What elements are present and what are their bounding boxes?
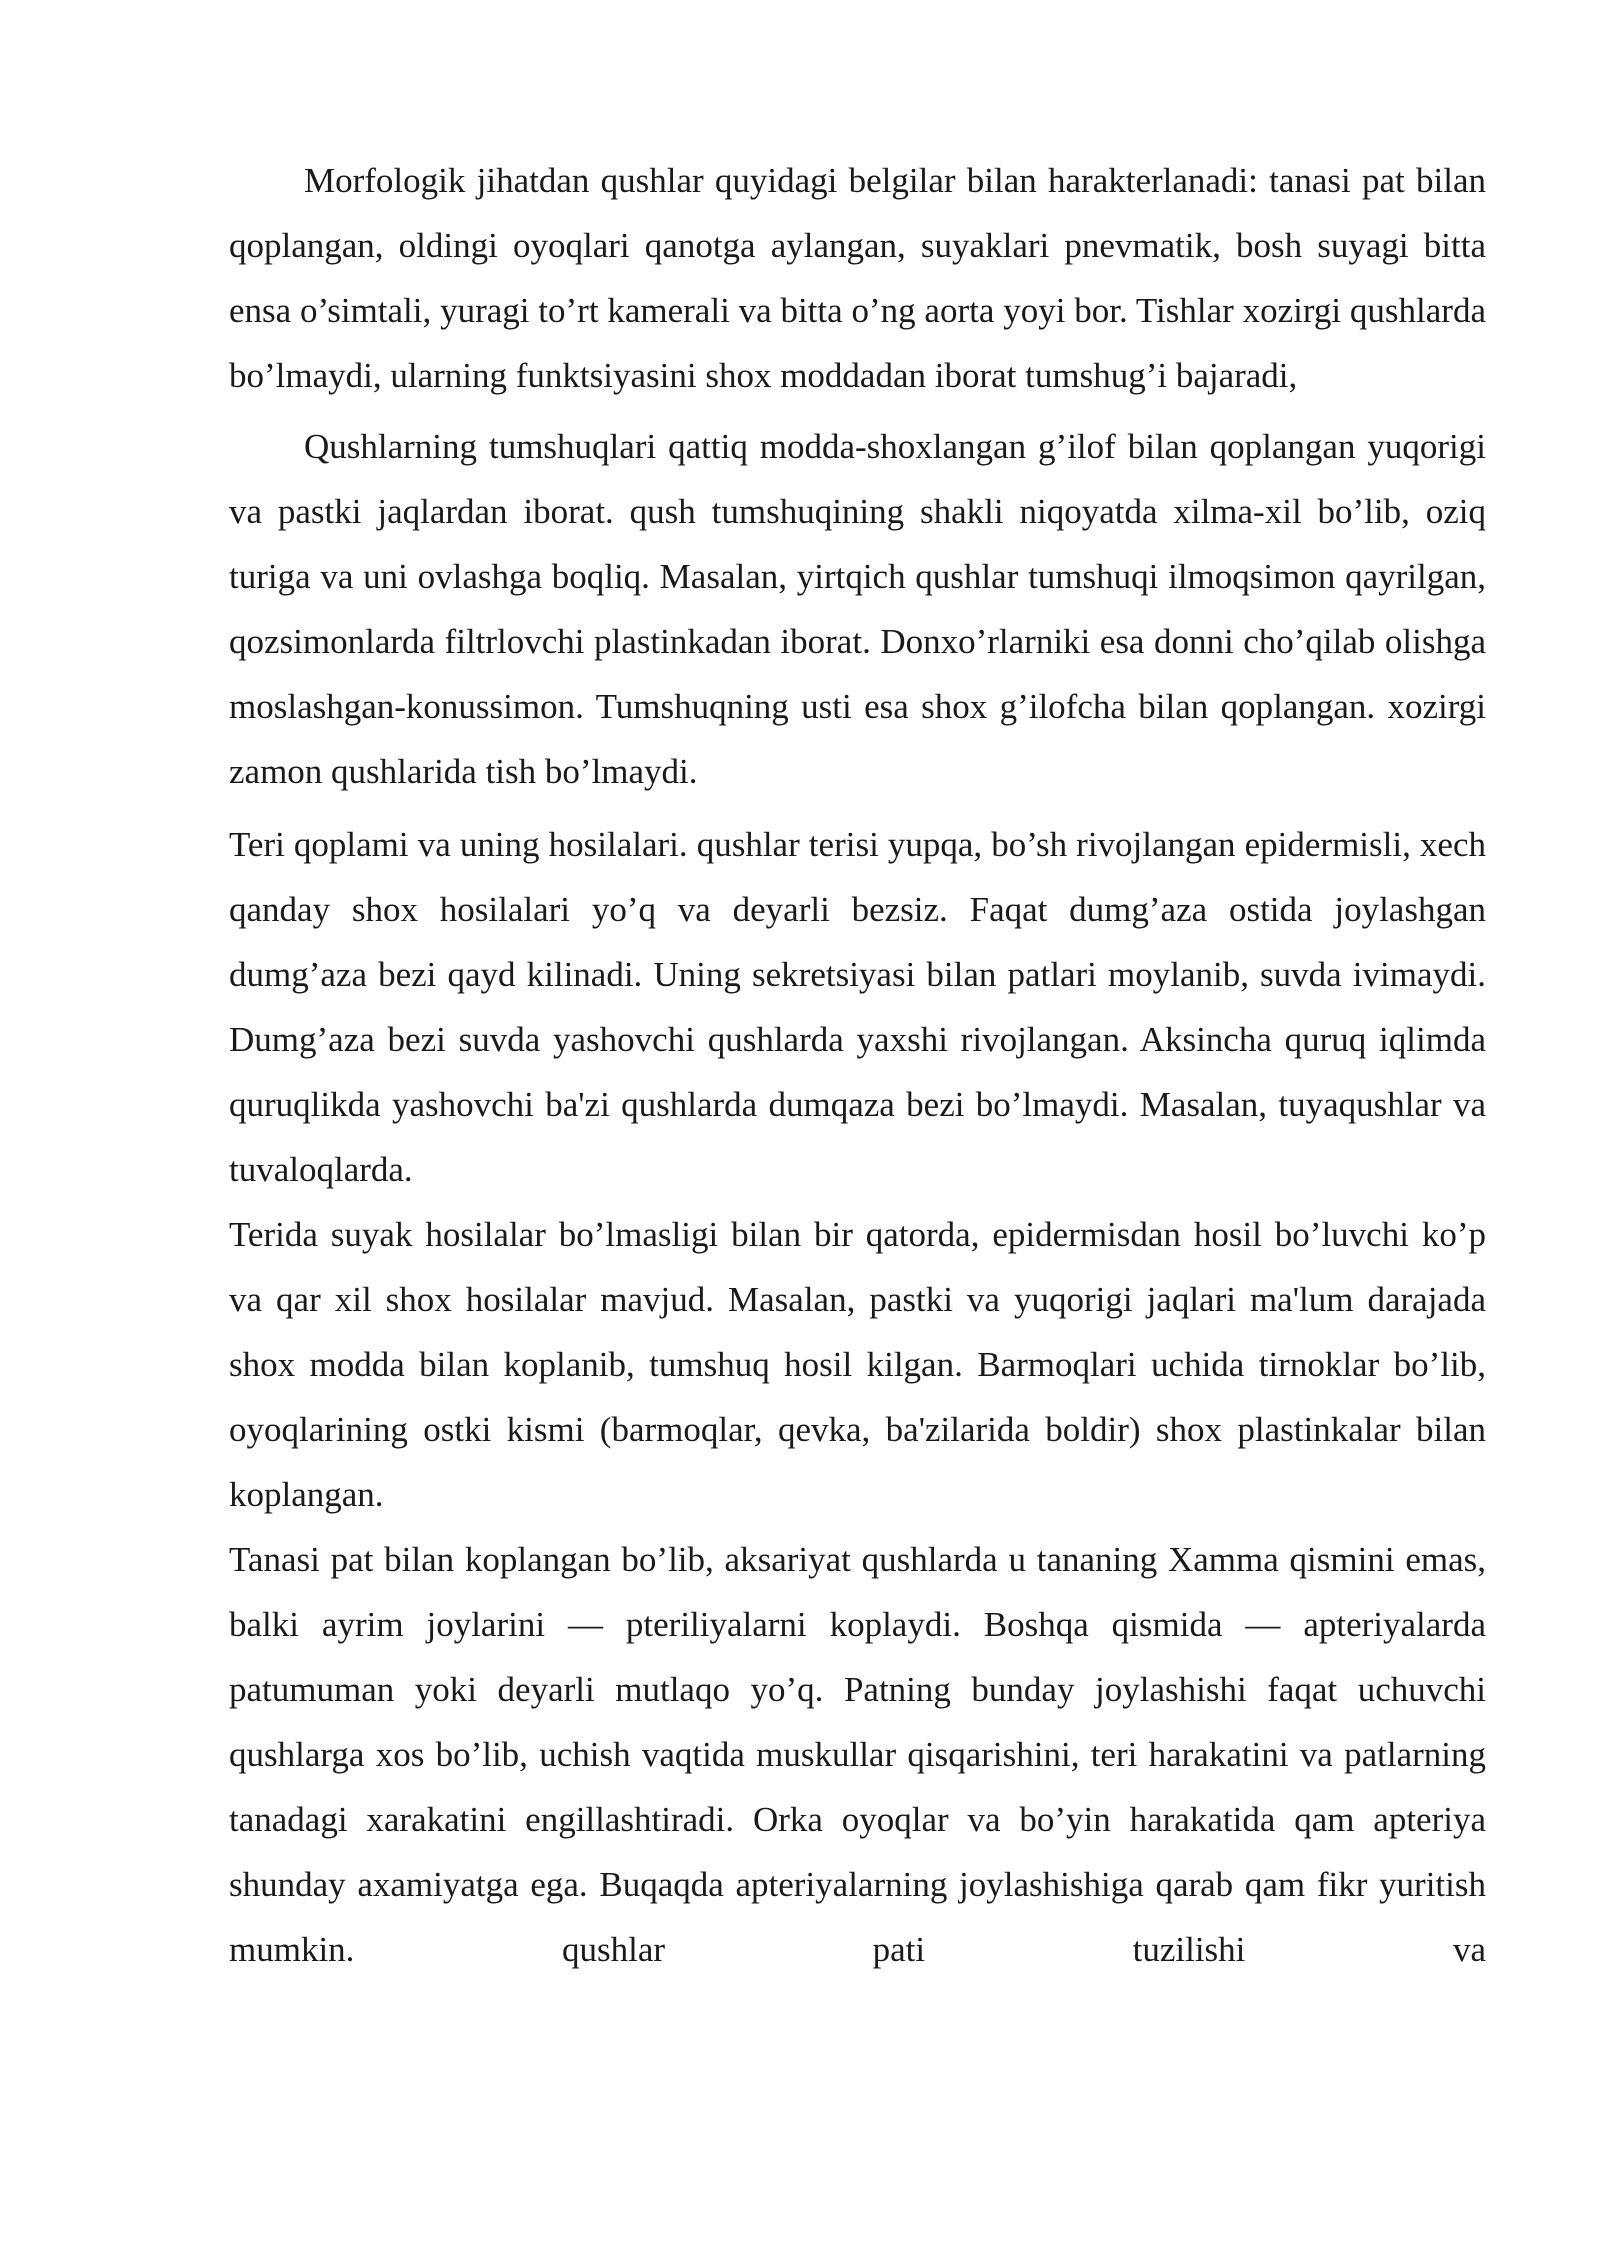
paragraph-horn-formations: Terida suyak hosilalar bo’lmasligi bilan bir qatorda, epidermisdan hosil bo’luvchi ko’p va qar xil shox hosilalar mavjud. Masalan, pastki va yuqorigi jaqlari ma'lum darajada shox modda bilan koplanib, tumshuq hosil kilgan. Barmoqlari uchida tirnoklar bo’lib, oyoqlarining ostki kismi (barmoqlar, qevka, ba'zilarida boldir) shox plastinkalar bilan koplangan. xyxy=(229,1215,1486,1514)
paragraph-beak: Qushlarning tumshuqlari qattiq modda-shoxlangan g’ilof bilan qoplangan yuqorigi va pastki jaqlardan iborat. qush tumshuqining shakli niqoyatda xilma-xil bo’lib, oziq turiga va uni ovlashga boqliq. Masalan, yirtqich qushlar tumshuqi ilmoqsimon qayrilgan, qozsimonlarda filtrlovchi plastinkadan iborat. Donxo’rlarniki esa donni cho’qilab olishga moslashgan-konussimon. Tumshuqning usti esa shox g’ilofcha bilan qoplangan. xozirgi zamon qushlarida tish bo’lmaydi. xyxy=(229,427,1486,791)
paragraph-feathers: Tanasi pat bilan koplangan bo’lib, aksariyat qushlarda u tananing Xamma qismini emas, balki ayrim joylarini — pteriliyalarni koplaydi. Boshqa qismida — apteriyalarda patumuman yoki deyarli mutlaqo yo’q. Patning bunday joylashishi faqat uchuvchi qushlarga xos bo’lib, uchish vaqtida muskullar qisqarishini, teri harakatini va patlarning tanadagi xarakatini engillashtiradi. Orka oyoqlar va bo’yin harakatida qam apteriya shunday axamiyatga ega. Buqaqda apteriyalarning joylashishiga qarab qam fikr yuritish mumkin. qushlar pati tuzilishi va xyxy=(229,1540,1486,1969)
paragraph-morphology: Morfologik jihatdan qushlar quyidagi belgilar bilan harakterlanadi: tanasi pat bilan qoplangan, oldingi oyoqlari qanotga aylangan, suyaklari pnevmatik, bosh suyagi bitta ensa o’simtali, yuragi to’rt kamerali va bitta o’ng aorta yoyi bor. Tishlar xozirgi qushlarda bo’lmaydi, ularning funktsiyasini shox moddadan iborat tumshug’i bajaradi, xyxy=(229,161,1486,395)
paragraph-skin: Teri qoplami va uning hosilalari. qushlar terisi yupqa, bo’sh rivojlangan epidermisli, xech qanday shox hosilalari yo’q va deyarli bezsiz. Faqat dumg’aza ostida joylashgan dumg’aza bezi qayd kilinadi. Uning sekretsiyasi bilan patlari moylanib, suvda ivimaydi. Dumg’aza bezi suvda yashovchi qushlarda yaxshi rivojlangan. Aksincha quruq iqlimda quruqlikda yashovchi ba'zi qushlarda dumqaza bezi bo’lmaydi. Masalan, tuyaqushlar va tuvaloqlarda. xyxy=(229,825,1486,1189)
document-body xyxy=(229,148,1486,1982)
